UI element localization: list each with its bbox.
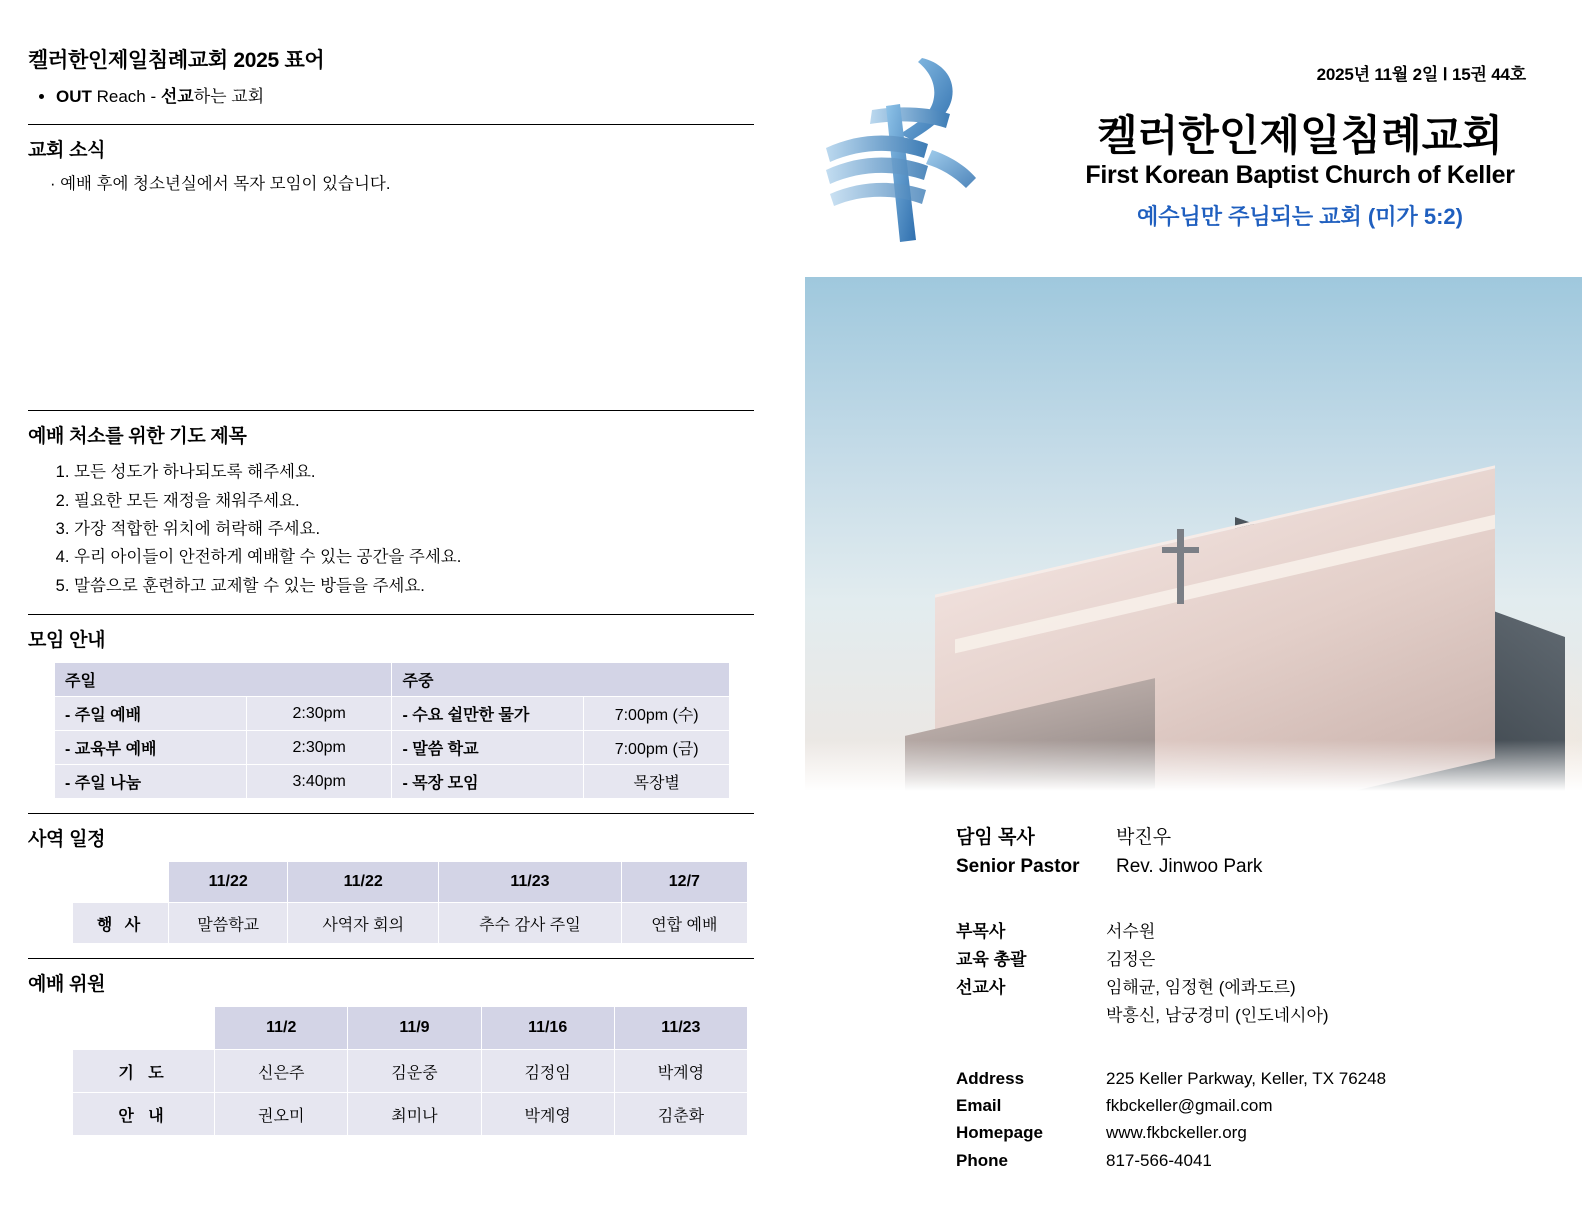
schedule-event: 사역자 회의 [288,903,439,944]
staff-row [956,918,1576,946]
meeting-weekday-label: - 말씀 학교 [392,731,584,765]
meeting-sunday-label: - 주일 나눔 [55,765,247,799]
staff-value: 김정은 [1106,950,1156,970]
pastor-label-en: Senior Pastor [956,856,1080,878]
contact-value-phone: 817-566-4041 [1106,1150,1212,1170]
contact-row [956,1147,1576,1174]
pastor-name-en: Rev. Jinwoo Park [1116,856,1263,878]
meeting-weekday-label: - 목장 모임 [392,765,584,799]
contact-label-address: Address [956,1069,1025,1088]
worker-name: 최미나 [348,1093,481,1136]
worker-row-label: 안 내 [73,1093,215,1136]
motto-item-tail: 하는 교회 [193,87,265,106]
church-verse: 예수님만 주님되는 교회 (미가 5:2) [1137,204,1463,230]
prayer-item: 4. 우리 아이들이 안전하게 예배할 수 있는 공간을 주세요. [74,543,754,571]
motto-list [32,84,754,110]
prayer-item: 2. 필요한 모든 재정을 채워주세요. [74,487,754,515]
contact-label-email: Email [956,1096,1002,1116]
pastor-name-kr: 박진우 [1116,827,1172,848]
schedule-event: 추수 감사 주일 [439,903,622,944]
prayer-item: 1. 모든 성도가 하나되도록 해주세요. [74,458,754,486]
meeting-sunday-time: 2:30pm [246,731,392,765]
contact-info [956,1065,1576,1174]
meeting-sunday-time: 3:40pm [246,765,392,799]
meeting-weekday-time: 7:00pm (수) [584,697,730,731]
church-building-photo [805,277,1582,800]
worker-name: 김운중 [348,1050,481,1093]
church-name-korean: 켈러한인제일침례교회 [1097,112,1503,159]
pastor-row [956,852,1576,881]
prayer-list [28,458,754,600]
table-row [73,1050,748,1093]
worker-date: 11/9 [348,1007,481,1050]
staff-label: 선교사 [956,978,1006,998]
issue-date: 2025년 11월 2일 Ⅰ 15권 44호 [1316,65,1526,84]
table-row [73,1007,748,1050]
contact-row [956,1092,1576,1119]
meeting-sunday-time: 2:30pm [246,697,392,731]
worker-name: 박계영 [481,1093,614,1136]
schedule-title: 사역 일정 [28,829,106,851]
worker-title: 예배 위원 [28,974,106,996]
worker-row-label: 기 도 [73,1050,215,1093]
prayer-title: 예배 처소를 위한 기도 제목 [28,426,247,448]
contact-label-phone: Phone [956,1150,1008,1170]
schedule-corner [73,862,169,903]
divider-prayer [28,410,754,411]
pastor-label-kr: 담임 목사 [956,827,1035,848]
staff-row [956,946,1576,974]
news-item: · 예배 후에 청소년실에서 목자 모임이 있습니다. [50,174,391,193]
meeting-header-sunday: 주일 [55,663,392,697]
divider-worker [28,958,754,959]
photo-fade [805,740,1582,800]
worker-name: 신은주 [215,1050,348,1093]
schedule-date: 11/23 [439,862,622,903]
contact-value-address: 225 Keller Parkway, Keller, TX 76248 [1106,1069,1387,1088]
worker-table [72,1006,748,1136]
prayer-item: 5. 말씀으로 훈련하고 교제할 수 있는 방들을 주세요. [74,572,754,600]
worker-date: 11/16 [481,1007,614,1050]
contact-row [956,1119,1576,1146]
table-row [73,903,748,944]
contact-label-homepage: Homepage [956,1123,1043,1143]
worker-date: 11/23 [614,1007,747,1050]
news-spacer [28,196,754,396]
schedule-event: 말씀학교 [169,903,288,944]
contact-row [956,1065,1576,1092]
meeting-weekday-time: 목장별 [584,765,730,799]
staff-label: 부목사 [956,922,1006,941]
motto-item-mid: Reach - [91,87,161,106]
staff-label: 교육 총괄 [956,950,1027,970]
schedule-row-label: 행 사 [73,903,169,944]
meeting-weekday-time: 7:00pm (금) [584,731,730,765]
meeting-sunday-label: - 주일 예배 [55,697,247,731]
table-row [55,663,730,697]
schedule-event: 연합 예배 [621,903,747,944]
motto-item [56,84,754,110]
prayer-item: 3. 가장 적합한 위치에 허락해 주세요. [74,515,754,543]
worker-corner [73,1007,215,1050]
contact-value-homepage[interactable]: www.fkbckeller.org [1106,1123,1247,1143]
pastor-info [956,823,1576,882]
worker-date: 11/2 [215,1007,348,1050]
table-row [73,862,748,903]
motto-title: 켈러한인제일침례교회 2025 표어 [28,49,325,72]
schedule-table [72,861,748,944]
table-row [55,731,730,765]
motto-item-kor: 선교 [160,87,194,106]
church-name-english: First Korean Baptist Church of Keller [1085,161,1515,190]
meeting-weekday-label: - 수요 쉴만한 물가 [392,697,584,731]
meeting-sunday-label: - 교육부 예배 [55,731,247,765]
worker-name: 김정임 [481,1050,614,1093]
meeting-table [54,662,730,799]
church-logo-icon [800,44,1010,254]
left-column [28,44,754,1136]
staff-value-continued: 박흥신, 남궁경미 (인도네시아) [1106,1006,1329,1026]
meeting-header-weekday: 주중 [392,663,730,697]
church-header [1015,112,1584,231]
pastor-row [956,823,1576,852]
table-row [55,697,730,731]
contact-value-email[interactable]: fkbckeller@gmail.com [1106,1096,1273,1116]
worker-name: 박계영 [614,1050,747,1093]
divider-meeting [28,614,754,615]
worker-name: 권오미 [215,1093,348,1136]
motto-item-bold: OUT [56,87,92,106]
cross-icon [1177,529,1184,604]
divider-schedule [28,813,754,814]
staff-value: 임해균, 임정현 (에콰도르) [1106,978,1296,998]
staff-info [956,918,1576,1030]
right-column [800,0,1584,1224]
worker-name: 김춘화 [614,1093,747,1136]
schedule-date: 12/7 [621,862,747,903]
table-row [73,1093,748,1136]
staff-value: 서수원 [1106,922,1156,941]
schedule-date: 11/22 [169,862,288,903]
table-row [55,765,730,799]
divider-news [28,124,754,125]
staff-row [956,974,1576,1002]
meeting-title: 모임 안내 [28,630,106,652]
news-title: 교회 소식 [28,139,106,161]
schedule-date: 11/22 [288,862,439,903]
